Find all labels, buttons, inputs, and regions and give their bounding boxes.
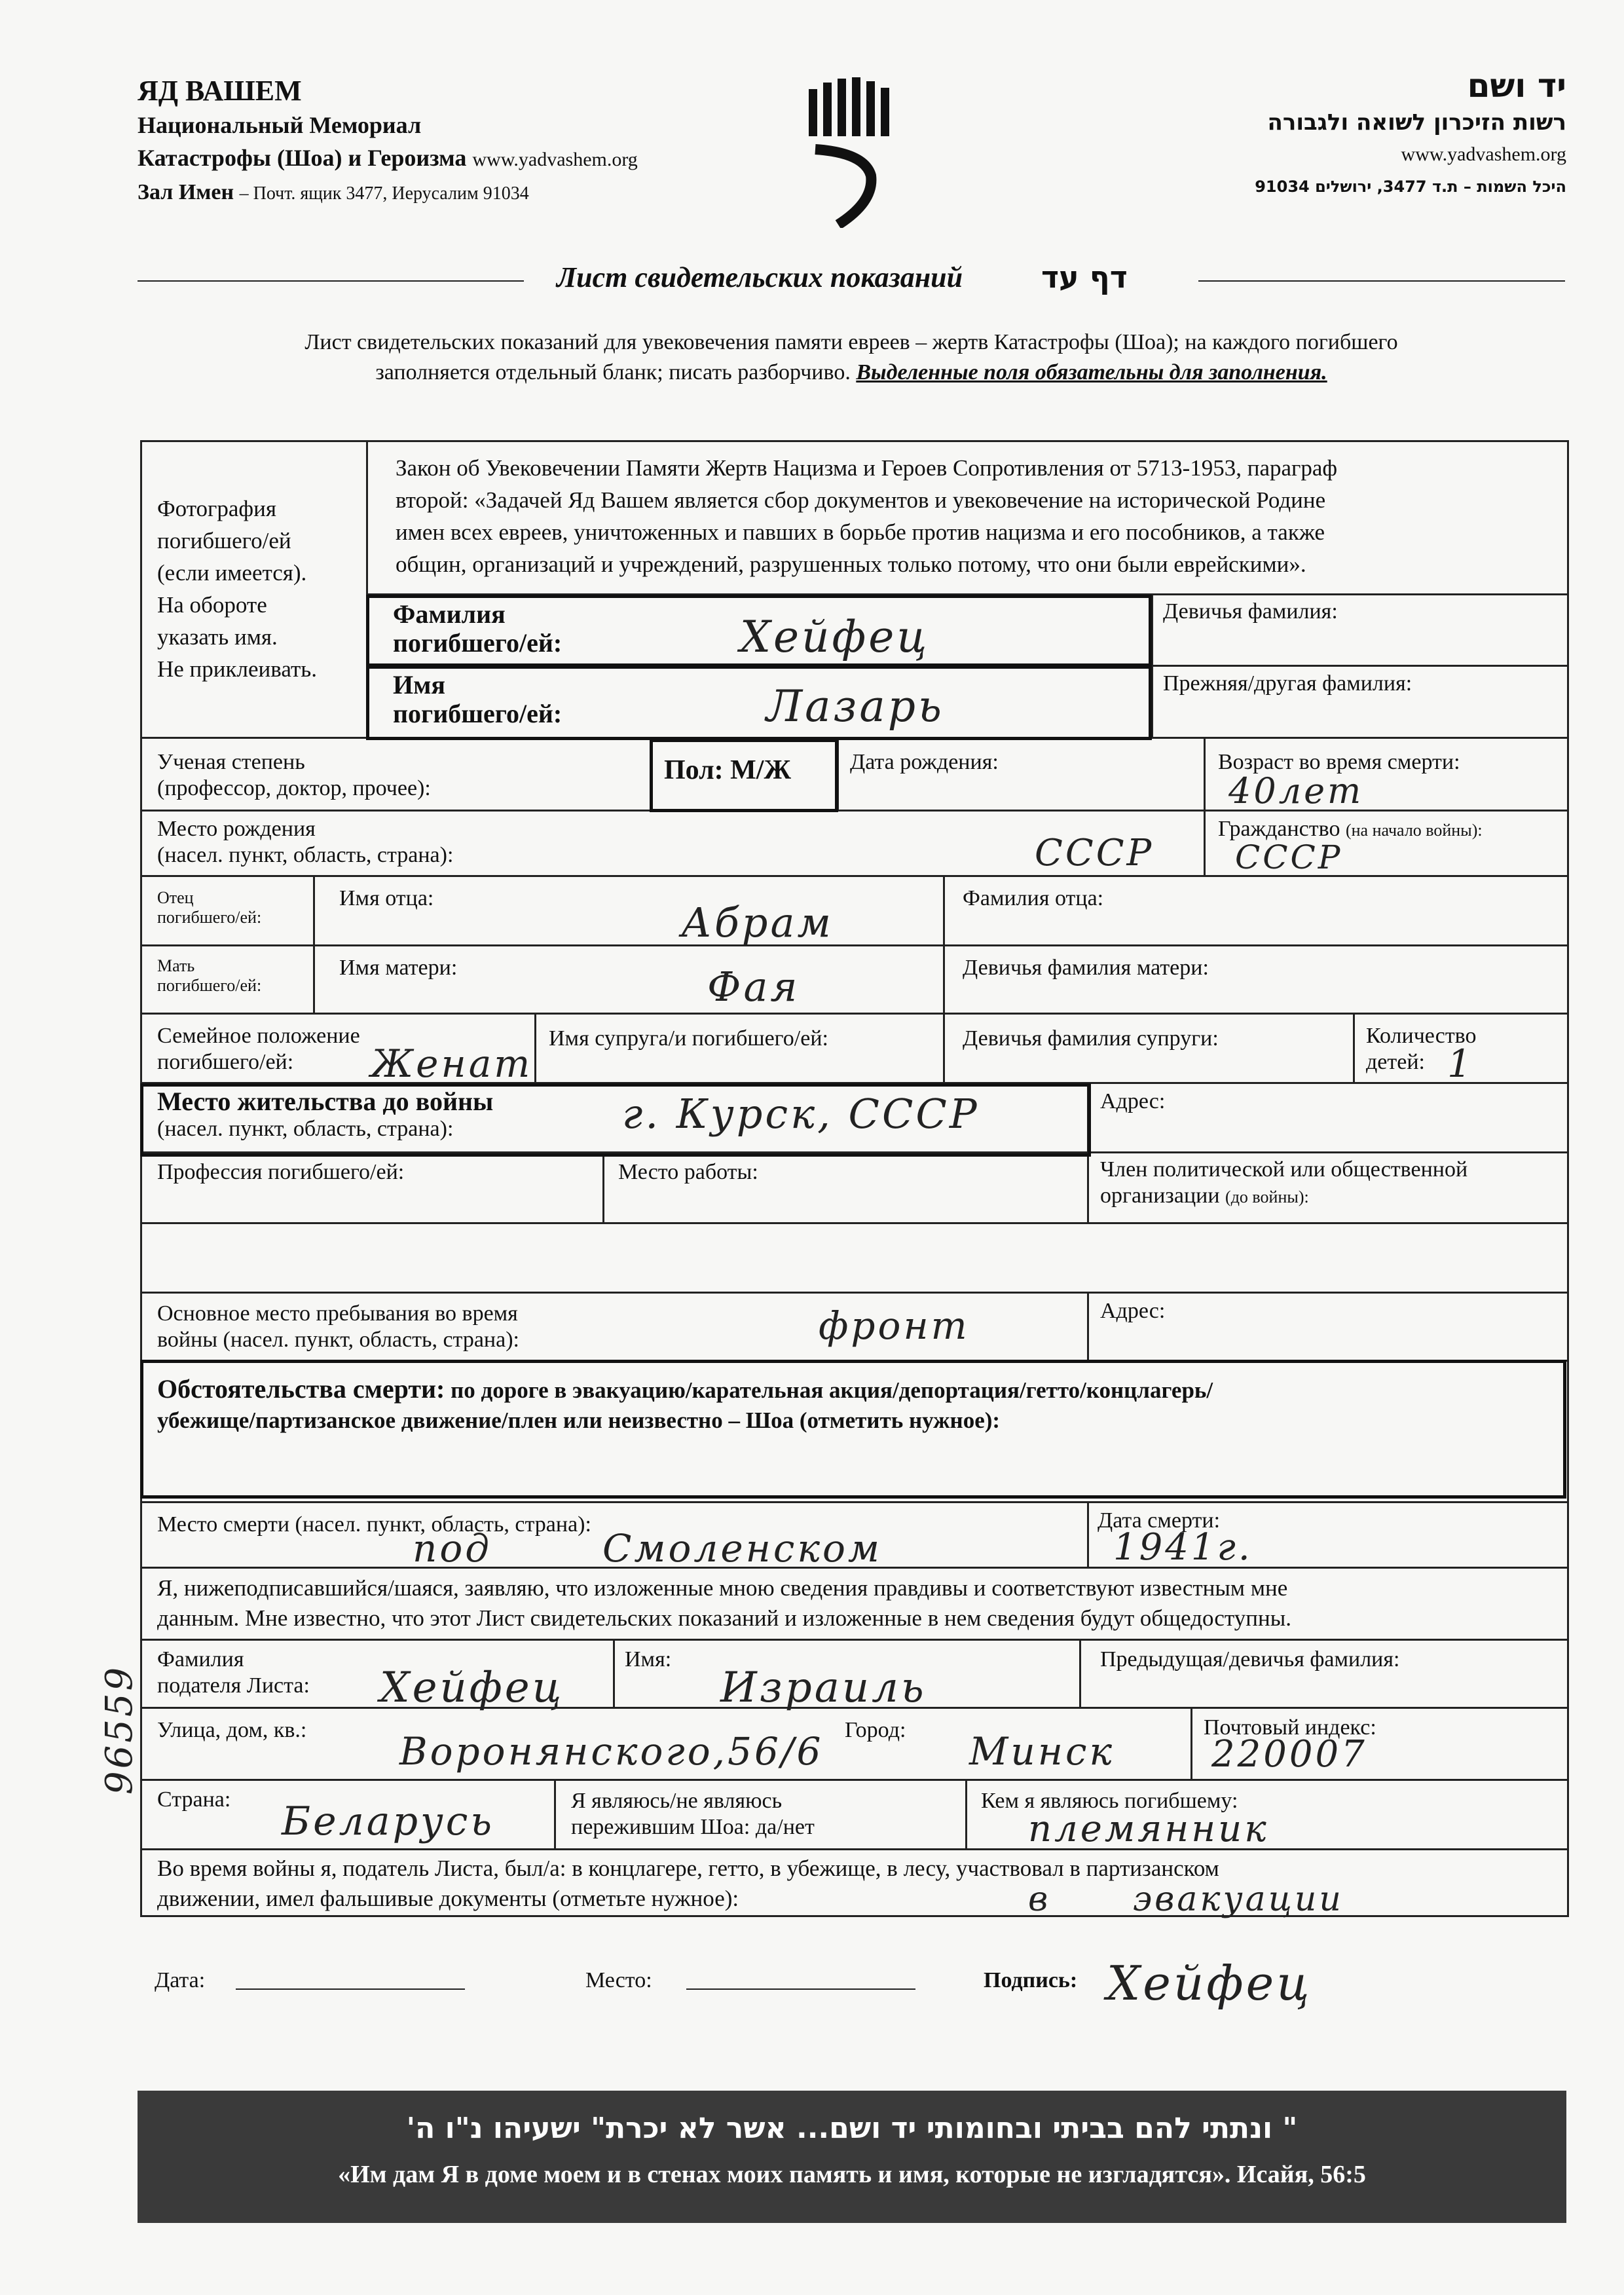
submitter-wartime-text bbox=[157, 1854, 1219, 1914]
declaration-line-2: данным. Мне известно, что этот Лист свидетельских показаний и изложенные в нем сведения будут общедоступны. bbox=[157, 1605, 1291, 1631]
father-surname-label: Фамилия отца: bbox=[963, 886, 1104, 910]
spouse-name-label: Имя супруга/и погибшего/ей: bbox=[549, 1026, 828, 1051]
org-address-ru: – Почт. ящик 3477, Иерусалим 91034 bbox=[239, 183, 529, 204]
circumstances-options-2: убежище/партизанское движение/плен или неизвестно – Шоа (отметить нужное): bbox=[157, 1408, 1001, 1433]
survivor-label bbox=[571, 1788, 815, 1840]
declaration-text bbox=[157, 1573, 1291, 1633]
org-subtitle-ru: Национальный Мемориал bbox=[138, 112, 422, 138]
archive-number: 96559 bbox=[98, 1664, 141, 1795]
degree-label bbox=[157, 749, 431, 802]
law-line: второй: «Задачей Яд Вашем является сбор документов и увековечение на исторической Родине bbox=[396, 487, 1326, 513]
signature-value[interactable]: Хейфец bbox=[1107, 1956, 1312, 2011]
law-line: Закон об Увековечении Памяти Жертв Нацизма и Героев Сопротивления от 5713-1953, параграф bbox=[396, 455, 1338, 481]
postal-value[interactable]: 220007 bbox=[1211, 1733, 1367, 1776]
submitter-name-value[interactable]: Израиль bbox=[720, 1664, 927, 1712]
degree-label-line: Ученая степень bbox=[157, 750, 305, 774]
intro-line-2: заполняется отдельный бланк; писать разборчиво. bbox=[375, 360, 851, 384]
workplace-label: Место работы: bbox=[618, 1160, 758, 1184]
wartime-label-line: Основное место пребывания во время bbox=[157, 1301, 518, 1326]
residence-label bbox=[157, 1087, 493, 1142]
deathdate-value[interactable]: 1941г. bbox=[1113, 1526, 1253, 1569]
marital-label bbox=[157, 1023, 360, 1075]
country-label: Страна: bbox=[157, 1787, 231, 1812]
firstname-label bbox=[393, 671, 562, 728]
law-line: имен всех евреев, уничтоженных и павших в борьбе против нацизма и его пособников, а также bbox=[396, 519, 1325, 545]
street-label: Улица, дом, кв.: bbox=[157, 1718, 307, 1742]
father-name-label: Имя отца: bbox=[339, 886, 434, 910]
membership-note: (до войны): bbox=[1225, 1187, 1309, 1206]
org-subtitle2-ru: Катастрофы (Шоа) и Героизма bbox=[138, 145, 467, 171]
membership-label-line: организации bbox=[1100, 1184, 1220, 1208]
org-url-right: www.yadvashem.org bbox=[1401, 143, 1566, 165]
date-label: Дата: bbox=[155, 1968, 206, 1992]
declaration-line-1: Я, нижеподписавшийся/шаяся, заявляю, что изложенные мною сведения правдивы и соответствуют известным мне bbox=[157, 1575, 1288, 1601]
deathdate-label: Дата смерти: bbox=[1098, 1508, 1221, 1533]
photo-line: погибшего/ей bbox=[157, 528, 291, 553]
photo-line: Фотография bbox=[157, 496, 276, 521]
footer-russian-verse: «Им дам Я в доме моем и в стенах моих память и имя, которые не изгладятся». Исайя, 56:5 bbox=[338, 2161, 1366, 2188]
mother-name-value[interactable]: Фая bbox=[707, 963, 800, 1011]
surname-value[interactable]: Хейфец bbox=[740, 612, 930, 662]
postal-label: Почтовый индекс: bbox=[1204, 1715, 1376, 1740]
maiden-name-label: Девичья фамилия: bbox=[1163, 599, 1338, 624]
sex-label: Пол: М/Ж bbox=[664, 755, 792, 785]
citizenship-note: (на начало войны): bbox=[1345, 821, 1483, 840]
father-label bbox=[157, 888, 261, 927]
firstname-label-line: погибшего/ей: bbox=[393, 699, 563, 728]
hall-of-names-label: Зал Имен bbox=[138, 180, 234, 204]
org-address-he: היכל השמות – ת.ד 3477, ירושלים 91034 bbox=[1255, 177, 1566, 196]
title-rule-right bbox=[1198, 280, 1565, 282]
spouse-maiden-label: Девичья фамилия супруги: bbox=[963, 1026, 1219, 1051]
mother-name-label: Имя матери: bbox=[339, 956, 458, 980]
marital-value[interactable]: Женат bbox=[371, 1041, 533, 1086]
residence-sub-label: (насел. пункт, область, страна): bbox=[157, 1117, 454, 1141]
survivor-label-line: пережившим Шоа: bbox=[571, 1815, 750, 1839]
form-title-he: דף עד bbox=[1041, 259, 1128, 295]
submitter-prev-label: Предыдущая/девичья фамилия: bbox=[1100, 1647, 1400, 1671]
intro-text bbox=[138, 327, 1565, 388]
photo-line: (если имеется). bbox=[157, 560, 307, 586]
circumstances-label: Обстоятельства смерти: bbox=[157, 1374, 445, 1404]
children-label-line: Количество bbox=[1366, 1024, 1477, 1048]
yad-vashem-logo bbox=[802, 77, 900, 228]
submitter-label-line: Фамилия bbox=[157, 1647, 244, 1671]
footer-hebrew-verse: " ונתתי להם בביתי ובחומותי יד ושם... אשר לא יכרת" ישעיהו נ"ו ה' bbox=[406, 2112, 1298, 2145]
residence-value[interactable]: г. Курск, СССР bbox=[622, 1090, 980, 1138]
submitter-wartime-value-1[interactable]: в bbox=[1028, 1880, 1051, 1919]
surname-label-line: Фамилия bbox=[393, 599, 506, 629]
firstname-label-line: Имя bbox=[393, 670, 445, 700]
wartime-label-line: войны (насел. пункт, область, страна): bbox=[157, 1328, 519, 1352]
circumstances-text bbox=[157, 1374, 1213, 1436]
deathplace-value-1[interactable]: под bbox=[413, 1526, 492, 1571]
wartime-place-value[interactable]: фронт bbox=[819, 1303, 970, 1348]
age-value[interactable]: 40лет bbox=[1228, 770, 1364, 812]
residence-label-text: Место жительства до войны bbox=[157, 1087, 494, 1116]
place-label: Место: bbox=[585, 1968, 652, 1992]
intro-line-1: Лист свидетельских показаний для увековечения памяти евреев – жертв Катастрофы (Шоа); на каждого погибшего bbox=[304, 330, 1398, 354]
citizenship-label-text: Гражданство bbox=[1218, 817, 1340, 841]
mother-label bbox=[157, 956, 261, 996]
address-label: Адрес: bbox=[1100, 1089, 1166, 1113]
relation-label: Кем я являюсь погибшему: bbox=[981, 1789, 1238, 1813]
photo-box-instructions bbox=[157, 493, 317, 685]
signature-label: Подпись: bbox=[984, 1968, 1078, 1992]
firstname-value[interactable]: Лазарь bbox=[766, 681, 944, 732]
profession-label: Профессия погибшего/ей: bbox=[157, 1160, 405, 1184]
photo-line: Не приклеивать. bbox=[157, 656, 317, 682]
prev-surname-label: Прежняя/другая фамилия: bbox=[1163, 671, 1412, 696]
submitter-surname-value[interactable]: Хейфец bbox=[380, 1664, 564, 1712]
org-url-left: www.yadvashem.org bbox=[472, 149, 638, 170]
street-value[interactable]: Воронянского,56/6 bbox=[399, 1729, 824, 1774]
father-name-value[interactable]: Абрам bbox=[681, 899, 834, 946]
survivor-label-line: Я являюсь/не являюсь bbox=[571, 1789, 783, 1813]
wartime-place-label bbox=[157, 1301, 519, 1353]
age-label: Возраст во время смерти: bbox=[1218, 750, 1460, 774]
mother-maiden-label: Девичья фамилия матери: bbox=[963, 956, 1209, 980]
place-line[interactable] bbox=[686, 1988, 915, 1990]
title-rule-left bbox=[138, 280, 524, 282]
birthplace-label-line: Место рождения bbox=[157, 817, 316, 841]
law-text bbox=[396, 452, 1337, 580]
surname-label-line: погибшего/ей: bbox=[393, 628, 563, 658]
circumstances-options-1: по дороге в эвакуацию/карательная акция/депортация/гетто/концлагерь/ bbox=[451, 1377, 1213, 1403]
header-right bbox=[1255, 65, 1566, 203]
submitter-wartime-line-1: Во время войны я, податель Листа, был/а: в концлагере, гетто, в убежище, в лесу, участвовал в партизанском bbox=[157, 1856, 1219, 1881]
org-title-ru: ЯД ВАШЕМ bbox=[138, 75, 302, 107]
law-line: общин, организаций и учреждений, разрушенных только потому, что они были еврейскими». bbox=[396, 551, 1306, 577]
header-left bbox=[138, 73, 638, 210]
citizenship-value[interactable]: СССР bbox=[1235, 838, 1343, 876]
submitter-wartime-line-2: движении, имел фальшивые документы (отметьте нужное): bbox=[157, 1886, 739, 1911]
org-subtitle-he: רשות הזיכרון לשואה ולגבורה bbox=[1267, 109, 1566, 136]
deathplace-label: Место смерти (насел. пункт, область, страна): bbox=[157, 1512, 591, 1537]
city-label: Город: bbox=[845, 1718, 906, 1742]
marital-label-line: Семейное положение bbox=[157, 1024, 360, 1048]
marital-label-line: погибшего/ей: bbox=[157, 1050, 294, 1074]
form-title-ru: Лист свидетельских показаний bbox=[557, 261, 963, 293]
mother-label-line: погибшего/ей: bbox=[157, 976, 262, 995]
membership-label-line: Член политической или общественной bbox=[1100, 1157, 1468, 1182]
birthplace-label-line: (насел. пункт, область, страна): bbox=[157, 843, 454, 867]
membership-label bbox=[1100, 1157, 1467, 1210]
org-title-he: יד ושם bbox=[1467, 67, 1566, 105]
submitter-surname-label bbox=[157, 1647, 310, 1699]
survivor-options[interactable]: да/нет bbox=[755, 1815, 815, 1839]
birthdate-label: Дата рождения: bbox=[850, 750, 999, 774]
birthplace-label bbox=[157, 816, 453, 868]
surname-label bbox=[393, 600, 562, 658]
footer-banner bbox=[138, 2091, 1566, 2223]
city-value[interactable]: Минск bbox=[969, 1729, 1115, 1774]
date-line[interactable] bbox=[236, 1988, 465, 1990]
intro-required-note: Выделенные поля обязательны для заполнения. bbox=[856, 360, 1327, 384]
submitter-name-label: Имя: bbox=[625, 1647, 672, 1671]
degree-label-line: (профессор, доктор, прочее): bbox=[157, 776, 431, 800]
father-label-line: погибшего/ей: bbox=[157, 908, 262, 927]
wartime-address-label: Адрес: bbox=[1100, 1299, 1166, 1323]
photo-line: указать имя. bbox=[157, 624, 278, 650]
country-value[interactable]: Беларусь bbox=[282, 1799, 495, 1844]
birthplace-value[interactable]: СССР bbox=[1035, 832, 1154, 874]
photo-line: На обороте bbox=[157, 592, 267, 618]
mother-label-line: Мать bbox=[157, 956, 195, 975]
children-value[interactable]: 1 bbox=[1447, 1041, 1474, 1086]
deathplace-value-2[interactable]: Смоленском bbox=[602, 1526, 882, 1571]
submitter-label-line: подателя Листа: bbox=[157, 1673, 310, 1698]
relation-value[interactable]: племянник bbox=[1028, 1808, 1269, 1850]
father-label-line: Отец bbox=[157, 888, 194, 907]
submitter-wartime-value-2[interactable]: эвакуации bbox=[1133, 1880, 1344, 1919]
children-label-line: детей: bbox=[1366, 1050, 1425, 1074]
